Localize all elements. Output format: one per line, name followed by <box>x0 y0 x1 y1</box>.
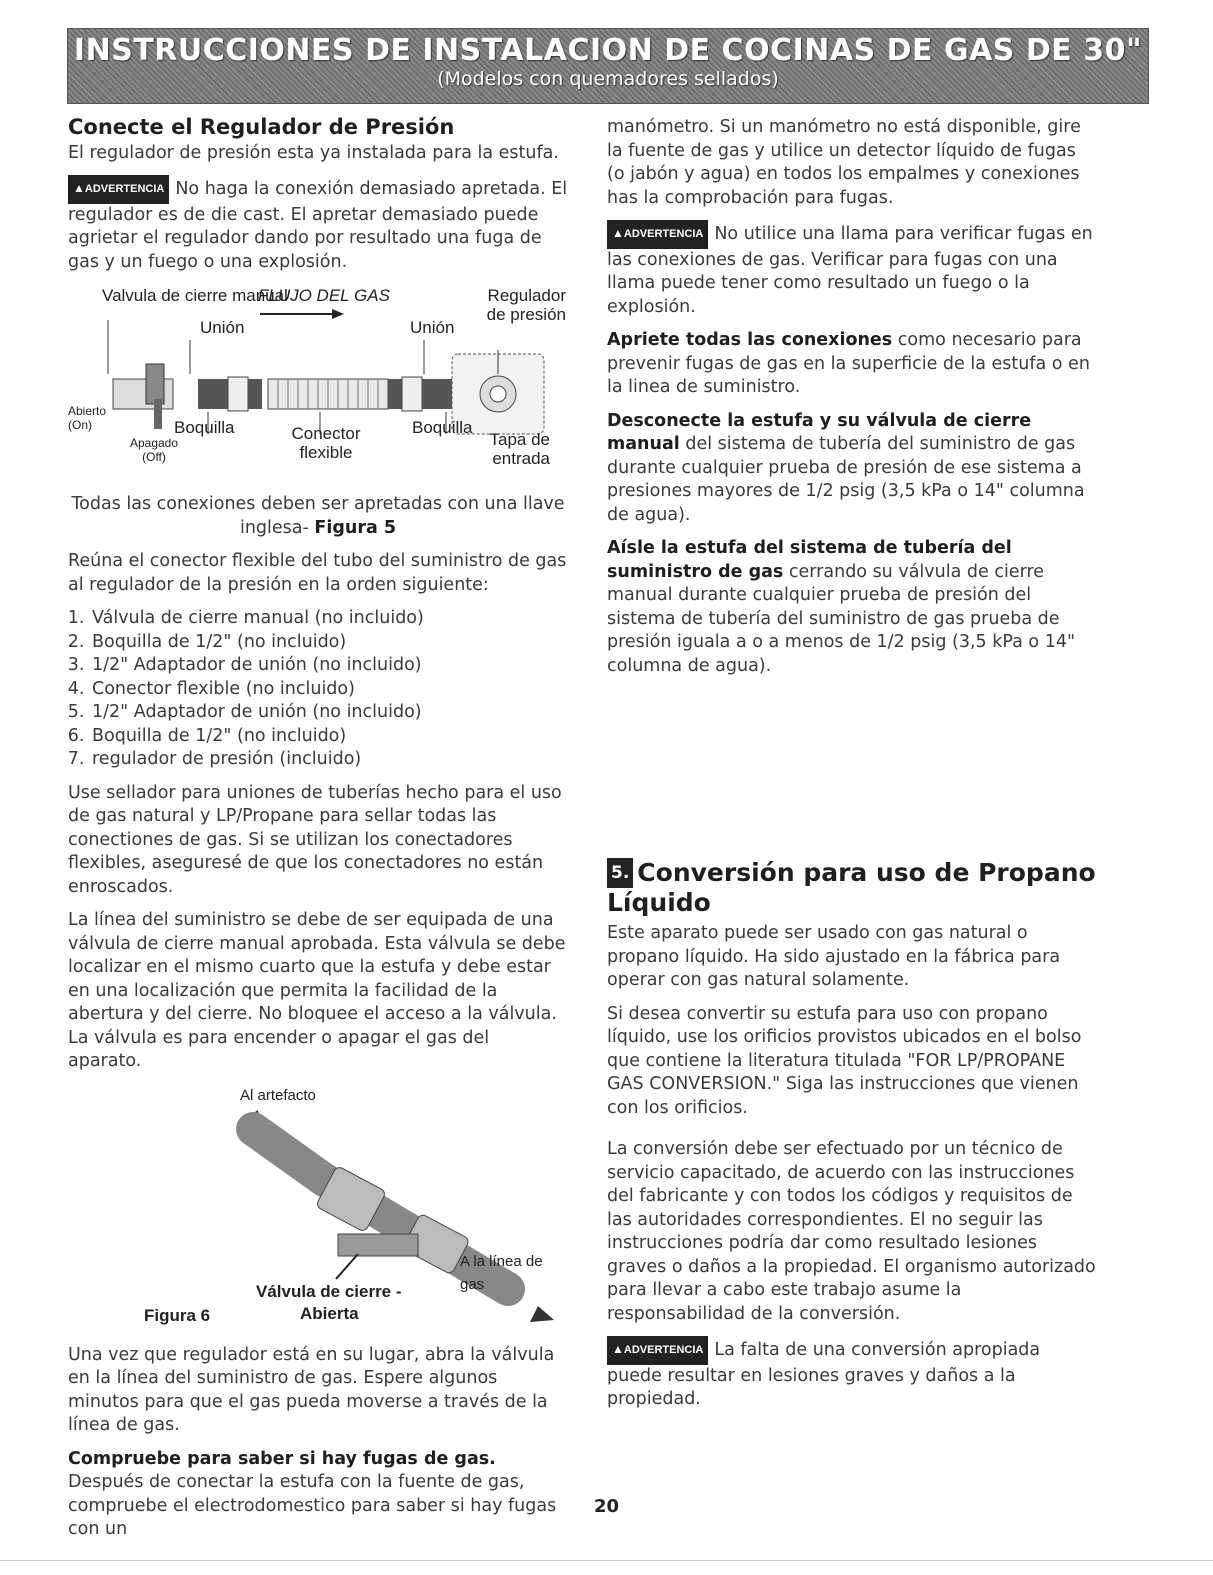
warning-text-1: No haga la conexión demasiado apretada. El regulador es de die cast. El apretar demasiado puede agrietar el regulador dando por resultado una fuga de gas y un fuego o una explosión. <box>68 179 568 272</box>
list-item: 4. Conector flexible (no incluido) <box>90 678 568 702</box>
paragraph-conversion: La conversión debe ser efectuado por un técnico de servicio capacitado, de acuerdo con las instrucciones del fabricante y con todos los códigos y requisitos de las autoridades correspondientes. El no seguir las instrucciones podría dar como resultado lesiones graves o daños a la propiedad. El organismo autorizado para llevar a cabo este trabajo asume la responsabilidad de la conversión. <box>607 1139 1096 1324</box>
paragraph-aisle <box>607 537 1097 678</box>
assembly-list <box>68 607 568 772</box>
warning-badge <box>607 220 708 249</box>
paragraph-fugas <box>68 1448 568 1542</box>
list-item: 1. Válvula de cierre manual (no incluido) <box>90 607 568 631</box>
list-item: 7. regulador de presión (incluido) <box>90 748 568 772</box>
warning-triangle-icon: ▲ <box>73 181 85 195</box>
label-abierto: Abierto (On) <box>68 404 107 432</box>
label-union-1: Unión <box>200 318 245 337</box>
list-item: 5. 1/2" Adaptador de unión (no incluido) <box>90 701 568 725</box>
label-al-artefacto: Al artefacto <box>240 1086 316 1104</box>
warning-paragraph-3 <box>607 1336 1097 1412</box>
paragraph-desconecte <box>607 410 1097 528</box>
paragraph-regulador-lugar: Una vez que regulador está en su lugar, abra la válvula en la línea del suministro de gas. Espere algunos minutos para que el gas pueda moverse a través de la línea de gas. <box>68 1344 555 1435</box>
footer-divider <box>0 1560 1213 1561</box>
label-valvula-cierre: Válvula de cierre - <box>256 1281 402 1301</box>
page-subtitle: (Modelos con quemadores sellados) <box>437 68 779 90</box>
fugas-text: Después de conectar la estufa con la fuente de gas, compruebe el electrodomestico para saber si hay fugas con un <box>68 1472 557 1539</box>
aisle-bold: Aísle la estufa del sistema de tubería del suministro de gas <box>607 538 1012 582</box>
label-boquilla-2: Boquilla <box>412 418 473 437</box>
paragraph-aparato: Este aparato puede ser usado con gas natural o propano líquido. Ha sido ajustado en la fábrica para operar con gas natural solamente. <box>607 923 1061 990</box>
warning-paragraph-1 <box>68 175 568 274</box>
figure-6-diagram <box>68 1084 568 1334</box>
warning-triangle-icon: ▲ <box>612 226 624 240</box>
section-5-heading <box>607 858 1097 918</box>
warning-paragraph-2 <box>607 220 1097 319</box>
fugas-bold: Compruebe para saber si hay fugas de gas. <box>68 1448 496 1469</box>
list-item: 6. Boquilla de 1/2" (no incluido) <box>90 725 568 749</box>
list-item: 3. 1/2" Adaptador de unión (no incluido) <box>90 654 568 678</box>
warning-text-2: No utilice una llama para verificar fugas en las conexiones de gas. Verificar para fugas con una llama puede tener como resultado un fuego o la explosión. <box>607 224 1093 317</box>
label-abierta: Abierta <box>300 1303 359 1323</box>
desconecte-bold: Desconecte la estufa y su válvula de cierre manual <box>607 410 1032 454</box>
warning-badge <box>607 1336 708 1365</box>
warning-label: ADVERTENCIA <box>84 183 165 195</box>
list-item: 2. Boquilla de 1/2" (no incluido) <box>90 631 568 655</box>
paragraph-intro: El regulador de presión esta ya instalada para la estufa. <box>68 142 559 163</box>
label-conector: Conector flexible <box>291 424 361 462</box>
caption-5-figure: Figura 5 <box>314 517 397 538</box>
label-tapa: Tapa de entrada <box>489 430 550 468</box>
warning-label: ADVERTENCIA <box>623 1344 704 1356</box>
label-a-la-linea: A la línea de gas <box>460 1252 543 1293</box>
label-flujo: FLUJO DEL GAS <box>258 286 390 305</box>
section-heading-regulador: Conecte el Regulador de Presión <box>68 115 455 139</box>
paragraph-desea: Si desea convertir su estufa para uso con propano líquido, use los orificios provistos ubicados en el bolso que contiene la literatura titulada "FOR LP/PROPANE GAS CONVERSION." Siga las instrucciones que vienen con los orificios. <box>607 1003 1082 1118</box>
figure-6-caption: Figura 6 <box>144 1305 211 1325</box>
caption-5-text: Todas las conexiones deben ser apretadas con una llave inglesa- <box>71 494 565 538</box>
section-5-title: Conversión para uso de Propano Líquido <box>607 858 1096 917</box>
aisle-text: cerrando su válvula de cierre manual durante cualquier prueba de presión del sistema de tubería del suministro de gas prueba de presión iguala a o a menos de 1/2 psig (3,5 kPa o 14" columna de agua). <box>607 561 1076 676</box>
right-column <box>607 116 1097 1422</box>
apriete-bold: Apriete todas las conexiones <box>607 330 893 350</box>
paragraph-sellador: Use sellador para uniones de tuberías hecho para el uso de gas natural y LP/Propane para sellar todas las conectiones de gas. Si se utilizan los conectadores flexibles, aseguresé de que los conectadores no están enroscados. <box>68 782 562 897</box>
label-regulador: Regulador de presión <box>486 286 566 324</box>
label-union-2: Unión <box>410 318 455 337</box>
label-apagado: Apagado (Off) <box>129 436 179 464</box>
warning-triangle-icon: ▲ <box>612 1342 624 1356</box>
figure-5-caption <box>68 493 568 540</box>
warning-badge <box>68 175 169 204</box>
warning-text-3: La falta de una conversión apropiada puede resultar en lesiones graves y daños a la propiedad. <box>607 1340 1041 1409</box>
paragraph-manometro: manómetro. Si un manómetro no está disponible, gire la fuente de gas y utilice un detector líquido de fugas (o jabón y agua) en todos los empalmes y conexiones has la comprobación para fugas. <box>607 117 1081 208</box>
page-title: INSTRUCCIONES DE INSTALACION DE COCINAS DE GAS DE 30" <box>73 33 1143 68</box>
paragraph-linea: La línea del suministro se debe de ser equipada de una válvula de cierre manual aprobada. Esta válvula se debe localizar en el mismo cuarto que la estufa y debe estar en una localización que permita la facilidad de la abertura y del cierre. No bloquee el acceso a la válvula. La válvula es para encender o apagar el gas del aparato. <box>68 910 566 1071</box>
warning-label: ADVERTENCIA <box>623 228 704 240</box>
label-valvula: Valvula de cierre manual <box>102 286 288 305</box>
desconecte-text: del sistema de tubería del suministro de gas durante cualquier prueba de presión de ese sistema a presiones mayores de 1/2 psig (3,5 kPa o 14" columna de agua). <box>607 434 1085 525</box>
header-banner <box>67 28 1149 104</box>
section-5 <box>607 858 1097 1412</box>
label-boquilla-1: Boquilla <box>174 418 235 437</box>
paragraph-apriete <box>607 329 1097 400</box>
page-number: 20 <box>593 1496 620 1517</box>
apriete-text: como necesario para prevenir fugas de gas en la superficie de la estufa o en la linea de suministro. <box>607 330 1090 397</box>
left-column <box>68 116 568 1552</box>
figure-5-diagram <box>68 284 568 489</box>
section-number: 5. <box>607 858 633 888</box>
paragraph-list-intro: Reúna el conector flexible del tubo del suministro de gas al regulador de la presión en la orden siguiente: <box>68 551 567 595</box>
